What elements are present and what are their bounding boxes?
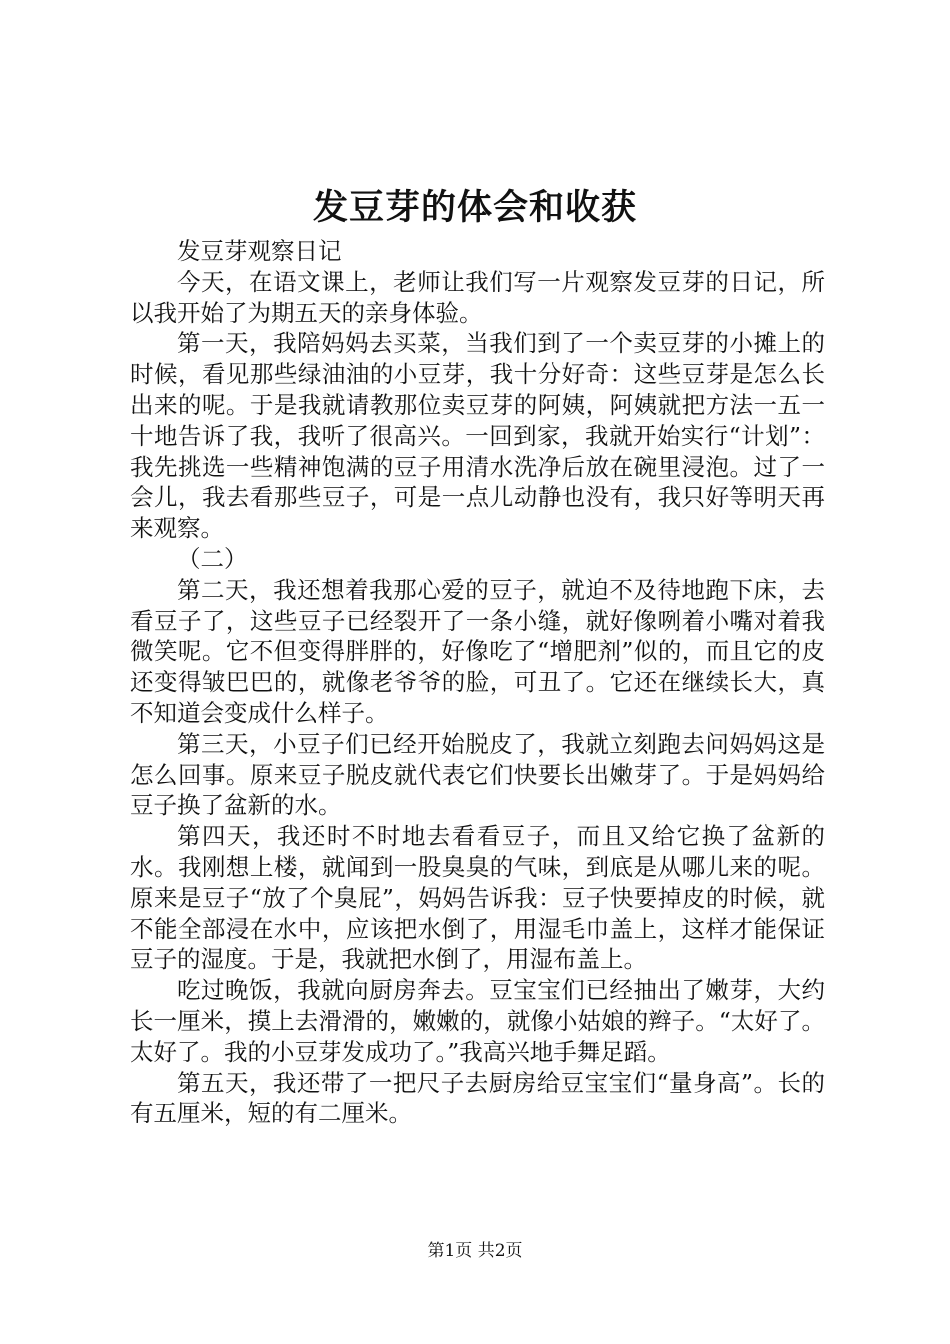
paragraph: 第三天，小豆子们已经开始脱皮了，我就立刻跑去问妈妈这是怎么回事。原来豆子脱皮就代表它们快要长出嫩芽了。于是妈妈给豆子换了盆新的水。 <box>130 729 825 820</box>
paragraph: 吃过晚饭，我就向厨房奔去。豆宝宝们已经抽出了嫩芽，大约长一厘米，摸上去滑滑的，嫩嫩的，就像小姑娘的辫子。“太好了。太好了。我的小豆芽发成功了。”我高兴地手舞足蹈。 <box>130 976 825 1066</box>
document-body <box>130 236 825 1129</box>
document-title: 发豆芽的体会和收获 <box>312 187 637 228</box>
paragraph: 第四天，我还时不时地去看看豆子，而且又给它换了盆新的水。我刚想上楼，就闻到一股臭臭的气味，到底是从哪儿来的呢。原来是豆子“放了个臭屁”，妈妈告诉我：豆子快要掉皮的时候，就不能全部浸在水中，应该把水倒了，用湿毛巾盖上，这样才能保证豆子的湿度。于是，我就把水倒了，用湿布盖上。 <box>130 822 825 974</box>
paragraph-subtitle: 发豆芽观察日记 <box>177 237 342 265</box>
page-footer: 第1页 共2页 <box>427 1241 523 1261</box>
paragraph: 今天，在语文课上，老师让我们写一片观察发豆芽的日记，所以我开始了为期五天的亲身体验。 <box>130 267 825 327</box>
section-marker: （二） <box>177 544 248 573</box>
paragraph: 第二天，我还想着我那心爱的豆子，就迫不及待地跑下床，去看豆子了，这些豆子已经裂开了一条小缝，就好像咧着小嘴对着我微笑呢。它不但变得胖胖的，好像吃了“增肥剂”似的，而且它的皮还变得皱巴巴的，就像老爷爷的脸，可丑了。它还在继续长大，真不知道会变成什么样子。 <box>130 575 825 727</box>
paragraph: 第五天，我还带了一把尺子去厨房给豆宝宝们“量身高”。长的有五厘米，短的有二厘米。 <box>130 1068 825 1128</box>
paragraph: 第一天，我陪妈妈去买菜，当我们到了一个卖豆芽的小摊上的时候，看见那些绿油油的小豆芽，我十分好奇：这些豆芽是怎么长出来的呢。于是我就请教那位卖豆芽的阿姨，阿姨就把方法一五一十地告诉了我，我听了很高兴。一回到家，我就开始实行“计划”：我先挑选一些精神饱满的豆子用清水洗净后放在碗里浸泡。过了一会儿，我去看那些豆子，可是一点儿动静也没有，我只好等明天再来观察。 <box>130 329 825 543</box>
